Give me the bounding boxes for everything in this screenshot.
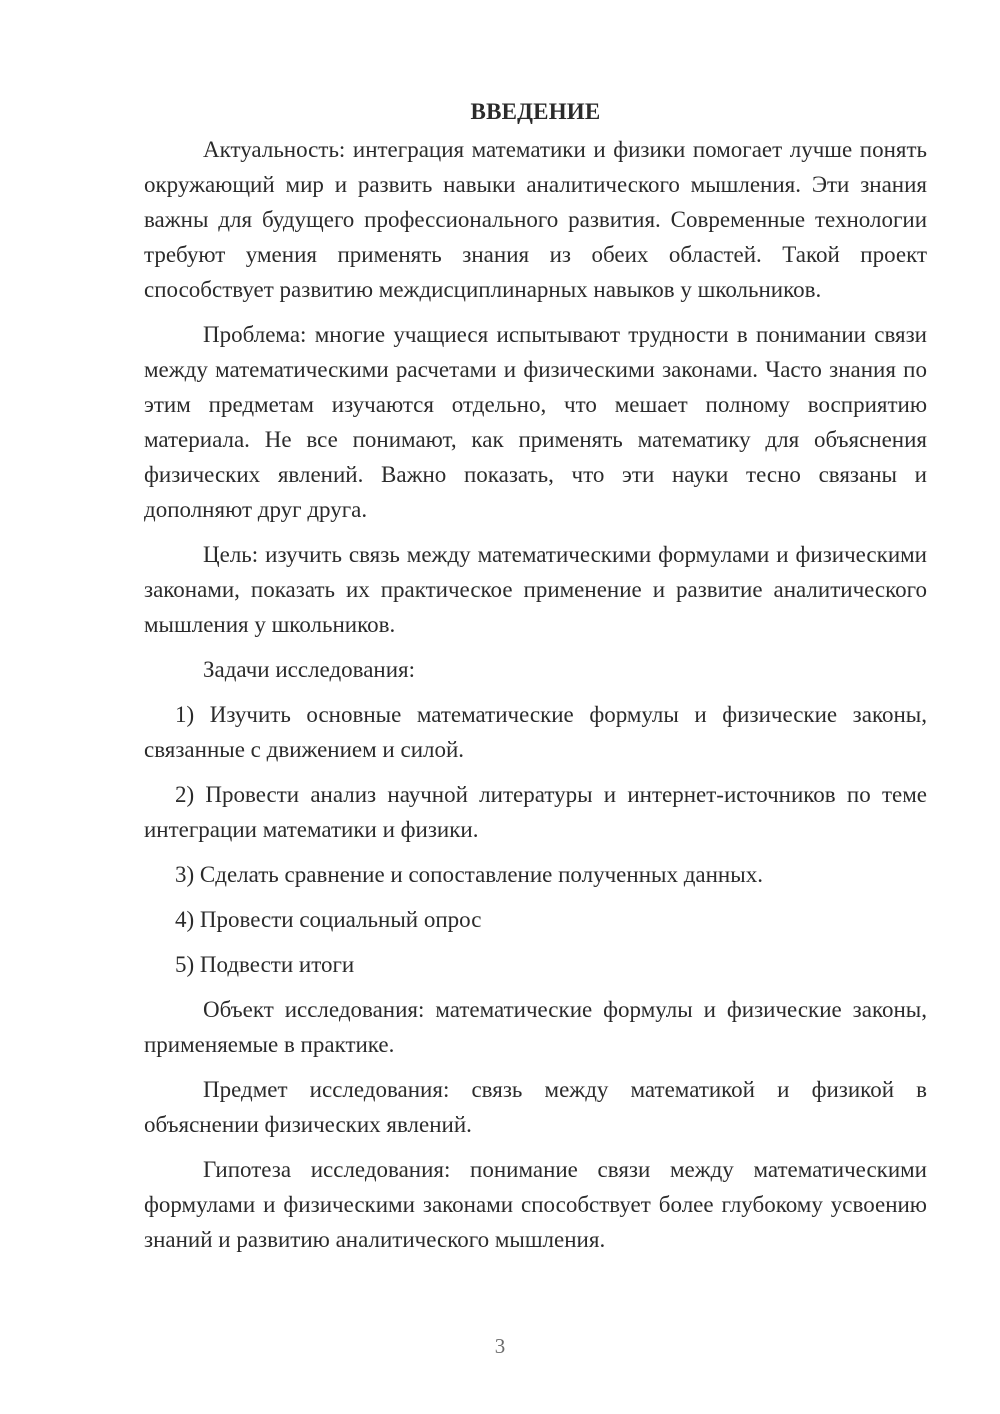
paragraph-problem: Проблема: многие учащиеся испытывают трудности в понимании связи между математическими расчетами и физическими законами. Часто знания по этим предметам изучаются отдельно, что мешает полному восприятию материала. Не все понимают, как применять математику для объяснения физических явлений. Важно показать, что эти науки тесно связаны и дополняют друг друга.: [144, 322, 927, 522]
paragraph-subject: Предмет исследования: связь между математикой и физикой в объяснении физических явлений.: [144, 1077, 927, 1137]
tasks-heading: Задачи исследования:: [203, 657, 416, 682]
list-item: 1) Изучить основные математические формулы и физические законы, связанные с движением и силой.: [144, 702, 927, 762]
page-number: 3: [494, 1334, 506, 1358]
paragraph-goal: Цель: изучить связь между математическими формулами и физическими законами, показать их практическое применение и развитие аналитического мышления у школьников.: [144, 542, 927, 637]
list-item: 3) Сделать сравнение и сопоставление полученных данных.: [175, 862, 763, 887]
tasks-list: [144, 697, 927, 982]
document-page: [144, 96, 927, 1366]
list-item: 5) Подвести итоги: [175, 952, 355, 977]
page-title: ВВЕДЕНИЕ: [470, 99, 601, 124]
list-item: 4) Провести социальный опрос: [175, 907, 482, 932]
paragraph-hypothesis: Гипотеза исследования: понимание связи между математическими формулами и физическими законами способствует более глубокому усвоению знаний и развитию аналитического мышления.: [144, 1157, 927, 1252]
list-item: 2) Провести анализ научной литературы и интернет-источников по теме интеграции математики и физики.: [144, 782, 927, 842]
paragraph-object: Объект исследования: математические формулы и физические законы, применяемые в практике.: [144, 997, 927, 1057]
paragraph-relevance: Актуальность: интеграция математики и физики помогает лучше понять окружающий мир и развить навыки аналитического мышления. Эти знания важны для будущего профессионального развития. Современные технологии требуют умения применять знания из обеих областей. Такой проект способствует развитию междисциплинарных навыков у школьников.: [144, 137, 927, 302]
